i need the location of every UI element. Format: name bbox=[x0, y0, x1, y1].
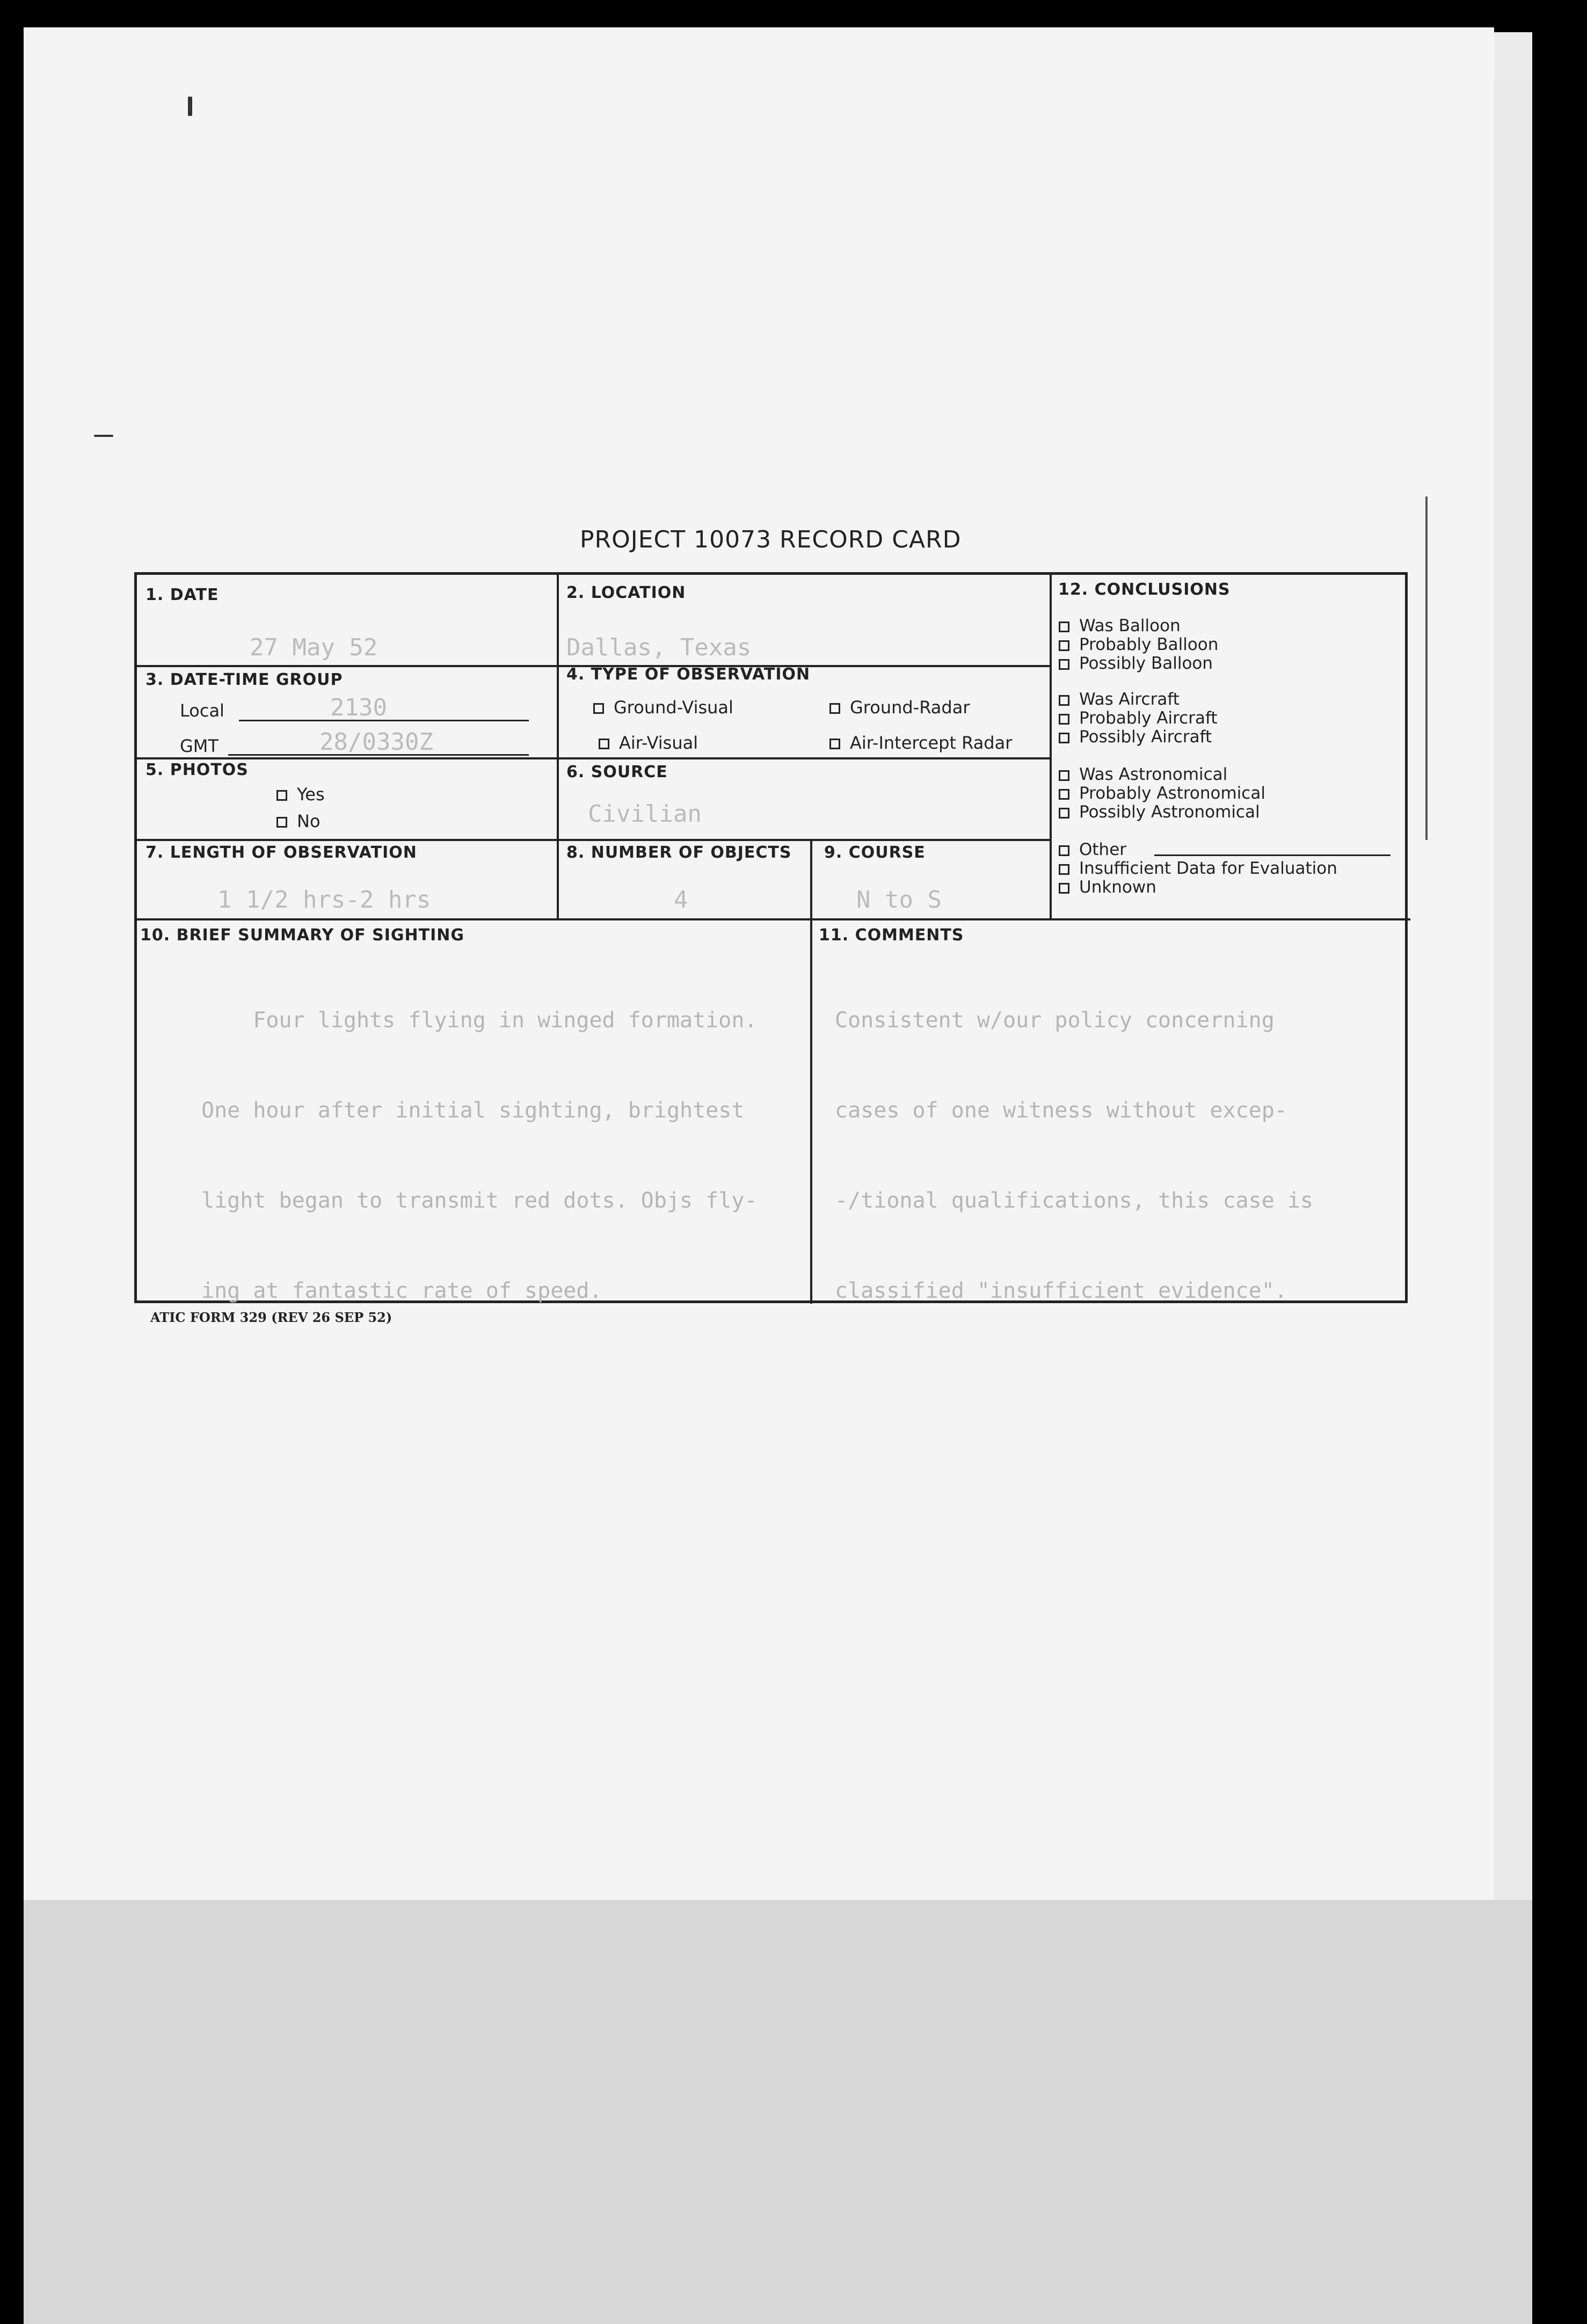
form-number: ATIC FORM 329 (REV 26 SEP 52) bbox=[150, 1310, 392, 1325]
record-card bbox=[134, 572, 1408, 1303]
ground-visual-text: Ground-Visual bbox=[614, 697, 733, 718]
checkbox-icon bbox=[829, 703, 840, 714]
course-label: 9. COURSE bbox=[824, 843, 926, 862]
scan-speck bbox=[188, 97, 192, 116]
checkbox-icon bbox=[1059, 845, 1069, 856]
checkbox-icon bbox=[1059, 864, 1069, 875]
objects-label: 8. NUMBER OF OBJECTS bbox=[566, 843, 792, 862]
comments-line: Consistent w/our policy concerning bbox=[835, 1008, 1275, 1033]
checkbox-icon bbox=[276, 817, 287, 828]
date-value: 27 May 52 bbox=[250, 634, 378, 661]
col-divider bbox=[810, 839, 812, 1304]
option-ground-visual bbox=[593, 697, 733, 718]
conclusion-option bbox=[1059, 654, 1213, 673]
ground-radar-text: Ground-Radar bbox=[850, 697, 970, 718]
conclusion-option bbox=[1059, 690, 1180, 709]
back-sheet bbox=[1494, 81, 1532, 1900]
checkbox-icon bbox=[1059, 714, 1069, 725]
conclusion-option-text: Was Aircraft bbox=[1079, 690, 1180, 709]
summary-line: ing at fantastic rate of speed. bbox=[201, 1278, 602, 1303]
location-label: 2. LOCATION bbox=[566, 583, 686, 602]
card-edge-shadow bbox=[1425, 496, 1428, 840]
conclusions-label: 12. CONCLUSIONS bbox=[1058, 580, 1231, 599]
conclusion-option-text: Possibly Aircraft bbox=[1079, 727, 1212, 747]
source-label: 6. SOURCE bbox=[566, 763, 668, 781]
row-divider bbox=[137, 757, 1052, 759]
summary-line: light began to transmit red dots. Objs fly- bbox=[201, 1188, 758, 1213]
date-label: 1. DATE bbox=[145, 586, 219, 604]
conclusion-option-text: Unknown bbox=[1079, 878, 1156, 897]
local-value: 2130 bbox=[330, 694, 387, 721]
option-ground-radar bbox=[829, 697, 970, 718]
source-value: Civilian bbox=[588, 800, 702, 828]
conclusion-option-text: Possibly Balloon bbox=[1079, 654, 1213, 673]
conclusion-option-text: Probably Balloon bbox=[1079, 635, 1219, 654]
air-visual-text: Air-Visual bbox=[619, 733, 698, 753]
checkbox-icon bbox=[1059, 808, 1069, 818]
air-intercept-text: Air-Intercept Radar bbox=[850, 733, 1013, 753]
type-label: 4. TYPE OF OBSERVATION bbox=[566, 665, 811, 684]
conclusion-option-text: Probably Astronomical bbox=[1079, 784, 1265, 803]
col-divider bbox=[1050, 575, 1052, 918]
local-label: Local bbox=[180, 700, 224, 721]
conclusion-option-text: Was Balloon bbox=[1079, 616, 1181, 635]
conclusion-option-text: Insufficient Data for Evaluation bbox=[1079, 859, 1337, 878]
checkbox-icon bbox=[593, 703, 604, 714]
gmt-label: GMT bbox=[180, 736, 219, 756]
conclusion-option bbox=[1059, 784, 1265, 803]
scan-speck bbox=[94, 435, 113, 437]
checkbox-icon bbox=[599, 739, 609, 749]
summary-line: One hour after initial sighting, brightest bbox=[201, 1098, 745, 1123]
photos-yes bbox=[276, 784, 325, 805]
conclusion-option bbox=[1059, 727, 1212, 747]
comments-line: cases of one witness without excep- bbox=[835, 1098, 1287, 1123]
comments-label: 11. COMMENTS bbox=[819, 926, 964, 945]
back-sheet-top bbox=[1494, 32, 1532, 81]
checkbox-icon bbox=[1059, 770, 1069, 781]
length-value: 1 1/2 hrs-2 hrs bbox=[217, 886, 431, 913]
conclusion-option-text: Probably Aircraft bbox=[1079, 708, 1218, 728]
checkbox-icon bbox=[829, 739, 840, 749]
row-divider bbox=[137, 839, 1052, 841]
conclusion-option bbox=[1059, 802, 1260, 822]
summary-label: 10. BRIEF SUMMARY OF SIGHTING bbox=[140, 926, 464, 945]
photos-no bbox=[276, 811, 321, 831]
checkbox-icon bbox=[1059, 640, 1069, 651]
option-air-intercept bbox=[829, 733, 1012, 753]
option-air-visual bbox=[599, 733, 698, 753]
checkbox-icon bbox=[1059, 659, 1069, 670]
checkbox-icon bbox=[1059, 733, 1069, 743]
objects-value: 4 bbox=[674, 886, 688, 913]
conclusion-option bbox=[1059, 840, 1126, 859]
conclusion-option bbox=[1059, 859, 1337, 878]
row-divider bbox=[137, 918, 1410, 920]
course-value: N to S bbox=[856, 886, 942, 913]
col-divider bbox=[557, 575, 559, 918]
summary-line: Four lights flying in winged formation. bbox=[201, 1008, 758, 1033]
checkbox-icon bbox=[1059, 695, 1069, 706]
conclusion-option bbox=[1059, 616, 1181, 635]
summary-text bbox=[201, 945, 758, 1366]
conclusion-option bbox=[1059, 635, 1218, 654]
other-line bbox=[1154, 854, 1391, 856]
checkbox-icon bbox=[1059, 622, 1069, 632]
background-surface bbox=[24, 1900, 1532, 2324]
checkbox-icon bbox=[1059, 883, 1069, 894]
conclusion-option-text: Was Astronomical bbox=[1079, 765, 1228, 784]
comments-line: -/tional qualifications, this case is bbox=[835, 1188, 1314, 1213]
conclusion-option bbox=[1059, 708, 1218, 728]
location-value: Dallas, Texas bbox=[566, 634, 752, 661]
checkbox-icon bbox=[1059, 789, 1069, 800]
conclusion-option-text: Other bbox=[1079, 840, 1127, 859]
length-label: 7. LENGTH OF OBSERVATION bbox=[145, 843, 417, 862]
conclusion-option bbox=[1059, 765, 1227, 784]
checkbox-icon bbox=[276, 790, 287, 801]
photos-label: 5. PHOTOS bbox=[145, 761, 249, 779]
dtg-label: 3. DATE-TIME GROUP bbox=[145, 670, 343, 689]
photos-no-text: No bbox=[297, 811, 321, 831]
photos-yes-text: Yes bbox=[297, 784, 325, 805]
card-title: PROJECT 10073 RECORD CARD bbox=[580, 526, 962, 553]
gmt-value: 28/0330Z bbox=[319, 728, 433, 756]
conclusion-option-text: Possibly Astronomical bbox=[1079, 802, 1260, 822]
comments-text bbox=[835, 945, 1313, 1366]
comments-line: classified "insufficient evidence". bbox=[835, 1278, 1287, 1303]
conclusion-option bbox=[1059, 878, 1156, 897]
